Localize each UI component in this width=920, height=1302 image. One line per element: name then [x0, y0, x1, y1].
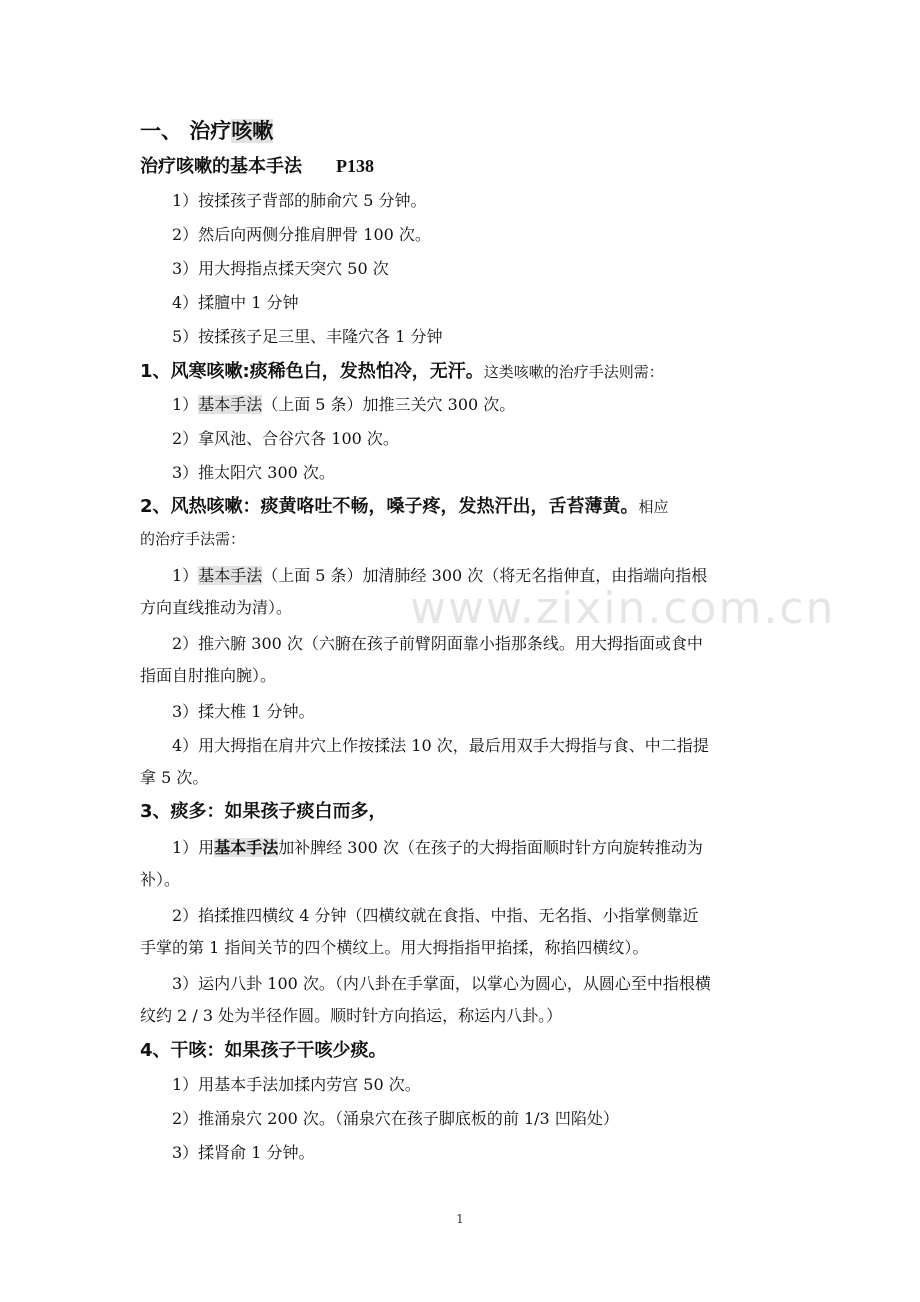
- section-title: [140, 118, 273, 144]
- section-2-item-3: 3）揉大椎 1 分钟。: [172, 702, 315, 721]
- section-1-heading: 1、风寒咳嗽:痰稀色白，发热怕冷，无汗。: [140, 361, 484, 382]
- section-2-item-1-cont: 方向直线推动为清）。: [140, 598, 293, 617]
- item-prefix: 1）用: [172, 838, 215, 857]
- section-1-tail: 这类咳嗽的治疗手法则需：: [483, 363, 664, 381]
- section-2-tail-cont: 的治疗手法需：: [140, 530, 246, 548]
- item-highlight: 基本手法: [198, 395, 263, 414]
- section-2-heading-line: [140, 495, 669, 519]
- section-1-item-1: [172, 395, 515, 415]
- section-2-item-4: 4）用大拇指在肩井穴上作按揉法 10 次，最后用双手大拇指与食、中二指提: [172, 736, 709, 755]
- section-3-item-1: [172, 838, 703, 858]
- section-2-item-2: 2）推六腑 300 次（六腑在孩子前臂阴面靠小指那条线。用大拇指面或食中: [172, 634, 703, 653]
- subtitle-text: 治疗咳嗽的基本手法: [140, 156, 302, 177]
- basic-step-1: 1）按揉孩子背部的肺俞穴 5 分钟。: [172, 191, 427, 210]
- section-title-highlight: 咳嗽: [231, 119, 274, 143]
- section-4-item-2: 2）推涌泉穴 200 次。（涌泉穴在孩子脚底板的前 1/3 凹陷处）: [172, 1109, 619, 1128]
- basic-step-3: 3）用大拇指点揉天突穴 50 次: [172, 259, 389, 278]
- section-1-item-3: 3）推太阳穴 300 次。: [172, 463, 335, 482]
- section-3-heading: 3、痰多：如果孩子痰白而多，: [140, 801, 387, 822]
- basic-step-5: 5）按揉孩子足三里、丰隆穴各 1 分钟: [172, 327, 443, 346]
- item-rest: （上面 5 条）加推三关穴 300 次。: [262, 395, 516, 414]
- section-1-heading-line: [140, 360, 664, 384]
- item-highlight: 基本手法: [198, 566, 263, 585]
- section-3-item-2-cont: 手掌的第 1 指间关节的四个横纹上。用大拇指指甲掐揉，称掐四横纹）。: [140, 938, 649, 957]
- section-4-item-1: 1）用基本手法加揉内劳宫 50 次。: [172, 1075, 421, 1094]
- section-2-tail: 相应: [638, 498, 669, 516]
- watermark: www.zixin.com.cn: [410, 583, 836, 634]
- section-2-item-2-cont: 指面自肘推向腕）。: [140, 666, 277, 685]
- section-1-item-2: 2）拿风池、合谷穴各 100 次。: [172, 429, 399, 448]
- section-2-item-1: [172, 566, 707, 586]
- item-rest: （上面 5 条）加清肺经 300 次（将无名指伸直，由指端向指根: [262, 566, 708, 585]
- item-prefix: 1）: [172, 395, 199, 414]
- section-2-heading: 2、风热咳嗽：痰黄咯吐不畅，嗓子疼，发热汗出，舌苔薄黄。: [140, 496, 639, 517]
- section-3-item-3-cont: 纹约 2 / 3 处为半径作圆。顺时针方向掐运，称运内八卦。）: [140, 1006, 563, 1025]
- item-rest: 加补脾经 300 次（在孩子的大拇指面顺时针方向旋转推动为: [278, 838, 703, 857]
- subtitle: [140, 154, 374, 179]
- section-title-prefix: 一、 治疗: [140, 119, 232, 143]
- section-3-item-2: 2）掐揉推四横纹 4 分钟（四横纹就在食指、中指、无名指、小指掌侧靠近: [172, 906, 699, 925]
- item-highlight: 基本手法: [214, 838, 279, 857]
- section-4-heading: 4、干咳：如果孩子干咳少痰。: [140, 1040, 387, 1061]
- basic-step-2: 2）然后向两侧分推肩胛骨 100 次。: [172, 225, 431, 244]
- basic-step-4: 4）揉膻中 1 分钟: [172, 293, 299, 312]
- page-number: 1: [456, 1212, 464, 1226]
- subtitle-page-ref: P138: [336, 156, 374, 176]
- section-3-item-1-cont: 补）。: [140, 870, 181, 889]
- section-2-item-4-cont: 拿 5 次。: [140, 768, 209, 787]
- section-3-item-3: 3）运内八卦 100 次。（内八卦在手掌面，以掌心为圆心，从圆心至中指根横: [172, 974, 711, 993]
- item-prefix: 1）: [172, 566, 199, 585]
- section-4-item-3: 3）揉肾俞 1 分钟。: [172, 1143, 315, 1162]
